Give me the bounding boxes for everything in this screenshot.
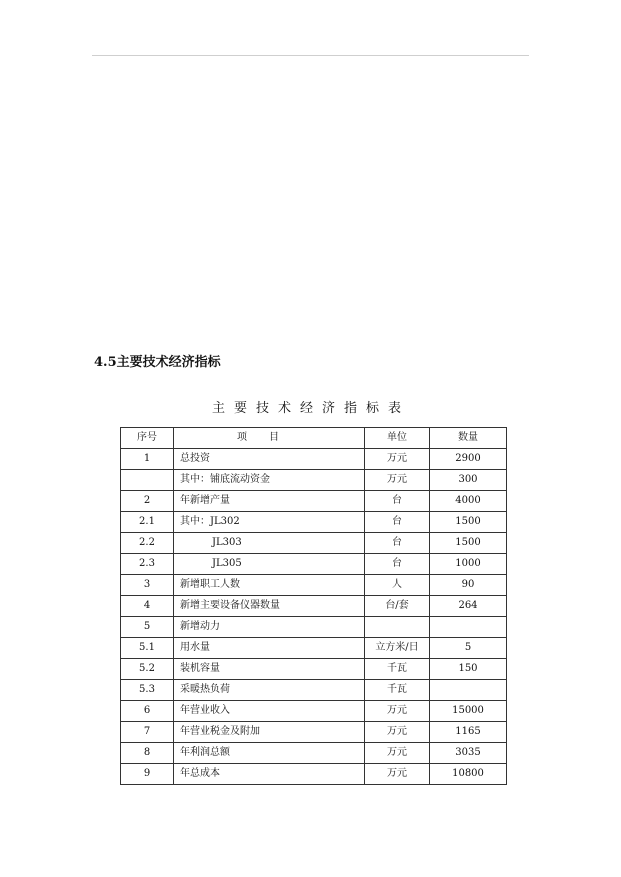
cell-unit: 台	[365, 533, 430, 554]
cell-no: 2.3	[121, 554, 174, 575]
table-row	[121, 743, 507, 764]
cell-value: 1500	[430, 533, 507, 554]
cell-value: 10800	[430, 764, 507, 785]
cell-unit: 台/套	[365, 596, 430, 617]
col-header-unit: 单位	[365, 428, 430, 449]
cell-item: 总投资	[174, 449, 365, 470]
cell-unit: 万元	[365, 701, 430, 722]
cell-no: 5.1	[121, 638, 174, 659]
cell-value: 1500	[430, 512, 507, 533]
cell-no: 5	[121, 617, 174, 638]
cell-no: 2	[121, 491, 174, 512]
cell-item: 装机容量	[174, 659, 365, 680]
table-row	[121, 638, 507, 659]
cell-unit: 万元	[365, 743, 430, 764]
table-header-row	[121, 428, 507, 449]
cell-unit	[365, 617, 430, 638]
col-header-item: 项目	[174, 428, 365, 449]
table-row	[121, 617, 507, 638]
table-row	[121, 533, 507, 554]
cell-item: 新增职工人数	[174, 575, 365, 596]
cell-value: 3035	[430, 743, 507, 764]
cell-no: 5.3	[121, 680, 174, 701]
cell-unit: 万元	[365, 470, 430, 491]
cell-value: 150	[430, 659, 507, 680]
col-header-no: 序号	[121, 428, 174, 449]
cell-no: 4	[121, 596, 174, 617]
cell-unit: 人	[365, 575, 430, 596]
cell-item: 新增动力	[174, 617, 365, 638]
table-row	[121, 701, 507, 722]
table-row	[121, 722, 507, 743]
cell-unit: 台	[365, 554, 430, 575]
cell-unit: 台	[365, 491, 430, 512]
table-row	[121, 575, 507, 596]
header-rule	[92, 55, 529, 56]
cell-unit: 万元	[365, 764, 430, 785]
cell-item: JL305	[174, 554, 365, 575]
cell-item: 其中：JL302	[174, 512, 365, 533]
table-row	[121, 554, 507, 575]
table-row	[121, 596, 507, 617]
table-title: 主要技术经济指标表	[211, 401, 410, 416]
cell-no: 9	[121, 764, 174, 785]
cell-no: 5.2	[121, 659, 174, 680]
cell-value: 4000	[430, 491, 507, 512]
cell-value: 90	[430, 575, 507, 596]
cell-item: 年营业收入	[174, 701, 365, 722]
table-row	[121, 449, 507, 470]
cell-unit: 千瓦	[365, 659, 430, 680]
cell-value	[430, 680, 507, 701]
cell-no: 2.1	[121, 512, 174, 533]
cell-value: 300	[430, 470, 507, 491]
cell-item: 用水量	[174, 638, 365, 659]
cell-unit: 千瓦	[365, 680, 430, 701]
cell-item: JL303	[174, 533, 365, 554]
cell-no: 8	[121, 743, 174, 764]
cell-value: 15000	[430, 701, 507, 722]
cell-value	[430, 617, 507, 638]
table-row	[121, 470, 507, 491]
cell-item: 新增主要设备仪器数量	[174, 596, 365, 617]
cell-value: 2900	[430, 449, 507, 470]
cell-item: 年新增产量	[174, 491, 365, 512]
section-heading: 4.5主要技术经济指标	[94, 355, 221, 370]
cell-unit: 立方米/日	[365, 638, 430, 659]
cell-no: 2.2	[121, 533, 174, 554]
cell-item: 采暖热负荷	[174, 680, 365, 701]
cell-no	[121, 470, 174, 491]
cell-no: 7	[121, 722, 174, 743]
cell-unit: 台	[365, 512, 430, 533]
cell-no: 6	[121, 701, 174, 722]
cell-item: 年营业税金及附加	[174, 722, 365, 743]
cell-item: 其中：铺底流动资金	[174, 470, 365, 491]
table-row	[121, 680, 507, 701]
table-row	[121, 764, 507, 785]
cell-item: 年利润总额	[174, 743, 365, 764]
cell-value: 264	[430, 596, 507, 617]
indicator-table	[120, 427, 507, 785]
cell-value: 5	[430, 638, 507, 659]
cell-unit: 万元	[365, 722, 430, 743]
cell-value: 1000	[430, 554, 507, 575]
cell-unit: 万元	[365, 449, 430, 470]
table-row	[121, 659, 507, 680]
table-row	[121, 491, 507, 512]
cell-no: 1	[121, 449, 174, 470]
col-header-value: 数量	[430, 428, 507, 449]
cell-item: 年总成本	[174, 764, 365, 785]
cell-value: 1165	[430, 722, 507, 743]
table-row	[121, 512, 507, 533]
cell-no: 3	[121, 575, 174, 596]
